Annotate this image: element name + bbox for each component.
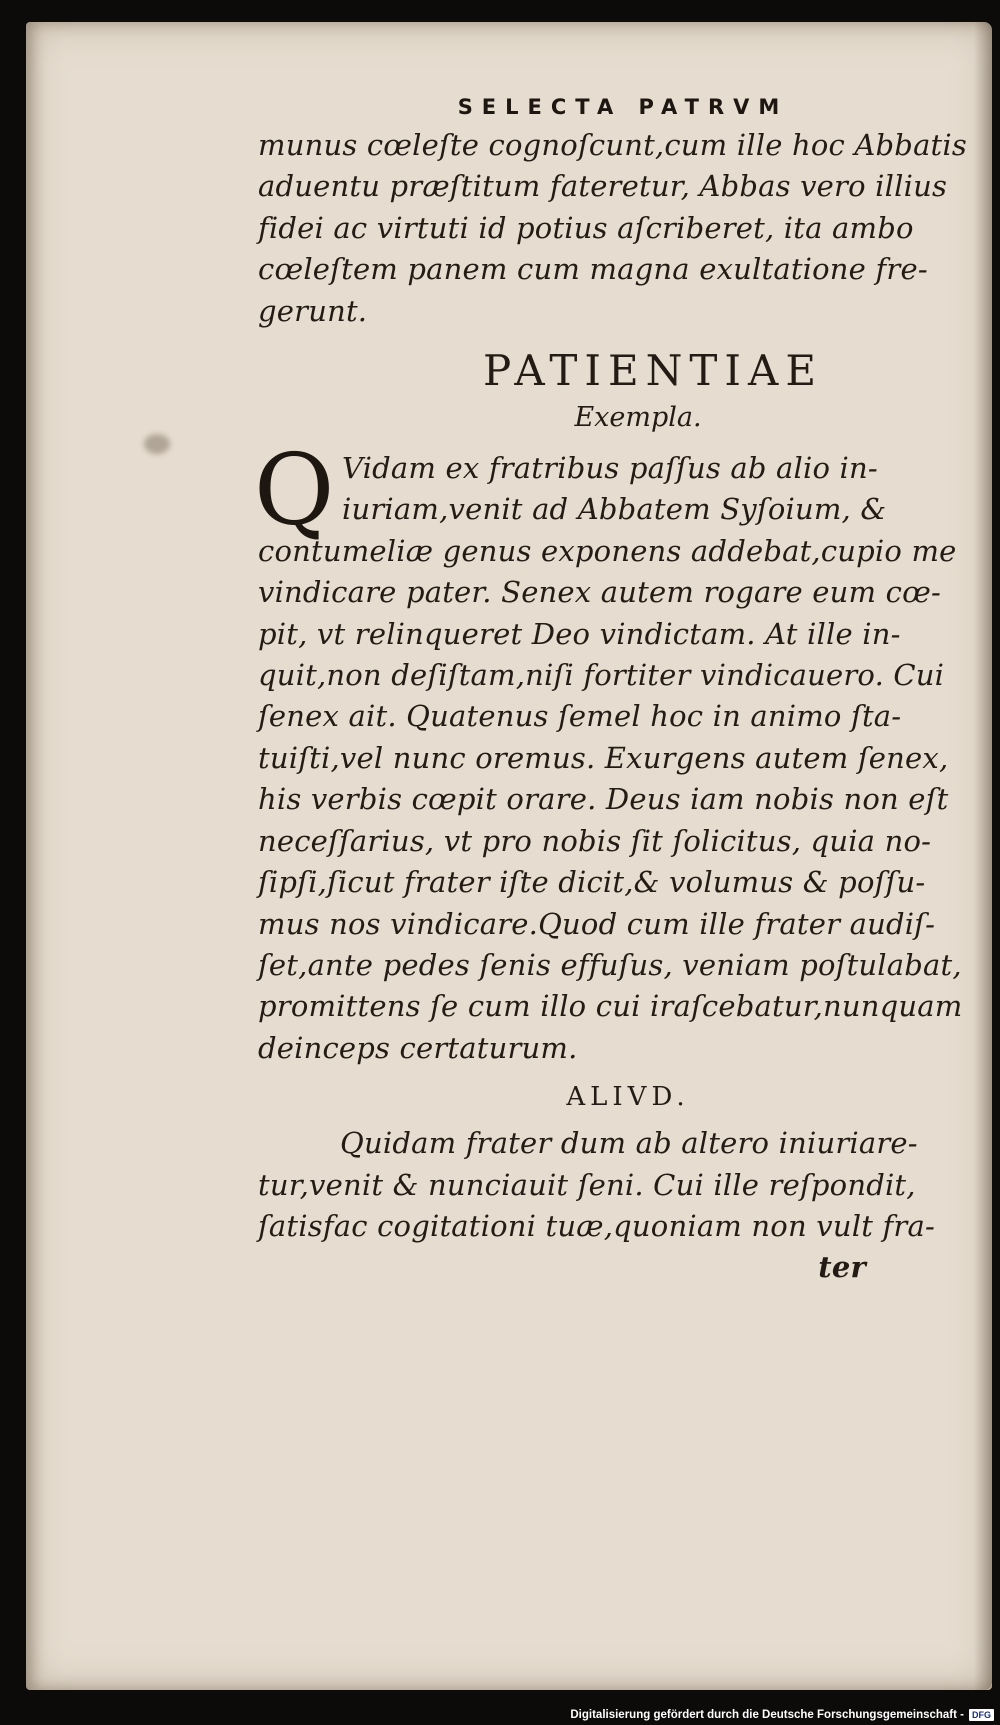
text-line: ſet,ante pedes ſenis effuſus, veniam poſtulabat, (258, 947, 962, 982)
text-line: iuriam,venit ad Abbatem Syſoium, & (342, 492, 887, 527)
text-block (254, 95, 967, 1289)
text-line: his verbis cœpit orare. Deus iam nobis non eſt (258, 782, 949, 817)
text-line: gerunt. (258, 293, 368, 328)
text-line: Vidam ex fratribus paſſus ab alio in- (342, 451, 878, 486)
section-title: PATIENTIAE (482, 346, 824, 396)
text-line: ſatisfac cogitationi tuæ,quoniam non vult fra- (258, 1208, 935, 1243)
text-line: mus nos vindicare.Quod cum ille frater audiſ- (258, 906, 936, 941)
text-line: cœleſtem panem cum magna exultatione fre- (258, 252, 928, 287)
text-line: contumeliæ genus exponens addebat,cupio me (258, 533, 957, 568)
text-line: Quidam frater dum ab altero iniuriare- (340, 1126, 918, 1161)
text-line: munus cœleſte cognoſcunt,cum ille hoc Abbatis (258, 128, 967, 162)
running-head: SELECTA PATRVM (457, 95, 789, 119)
first-example-paragraph (254, 434, 963, 1069)
text-line: fidei ac virtuti id potius aſcriberet, ita ambo (258, 210, 914, 245)
digitization-footer (570, 1709, 994, 1721)
dfg-logo-icon: DFG (969, 1709, 994, 1721)
second-example-paragraph (258, 1123, 958, 1289)
text-line: tuiſti,vel nunc oremus. Exurgens autem ſenex, (258, 740, 949, 775)
catchword: ter (818, 1250, 866, 1285)
text-line: promittens ſe cum illo cui iraſcebatur,nunquam (258, 989, 963, 1024)
text-line: aduentu præſtitum fateretur, Abbas vero illius (258, 169, 948, 204)
text-line: vindicare pater. Senex autem rogare eum cœ- (258, 575, 941, 610)
paper-stain (144, 434, 170, 454)
text-line: ſipſi,ſicut frater iſte dicit,& volumus & poſſu- (258, 865, 926, 900)
top-paragraph (258, 125, 967, 332)
text-line: tur,venit & nunciauit ſeni. Cui ille reſpondit, (258, 1167, 916, 1202)
aliud-heading: ALIVD. (566, 1082, 690, 1113)
drop-cap-initial: Q (254, 434, 335, 549)
text-line: ſenex ait. Quatenus ſemel hoc in animo ſta- (258, 699, 902, 734)
text-line: quit,non deſiſtam,niſi fortiter vindicauero. Cui (258, 658, 945, 693)
text-line: pit, vt relinqueret Deo vindictam. At ille in- (258, 616, 901, 651)
text-line: neceſſarius, vt pro nobis ſit ſolicitus, quia no- (258, 823, 932, 858)
footer-credit: Digitalisierung gefördert durch die Deutsche Forschungsgemeinschaft - (570, 1709, 964, 1721)
section-subtitle: Exempla. (574, 402, 702, 434)
text-line: deinceps certaturum. (258, 1030, 578, 1065)
page-edge-shadow (974, 22, 992, 1690)
